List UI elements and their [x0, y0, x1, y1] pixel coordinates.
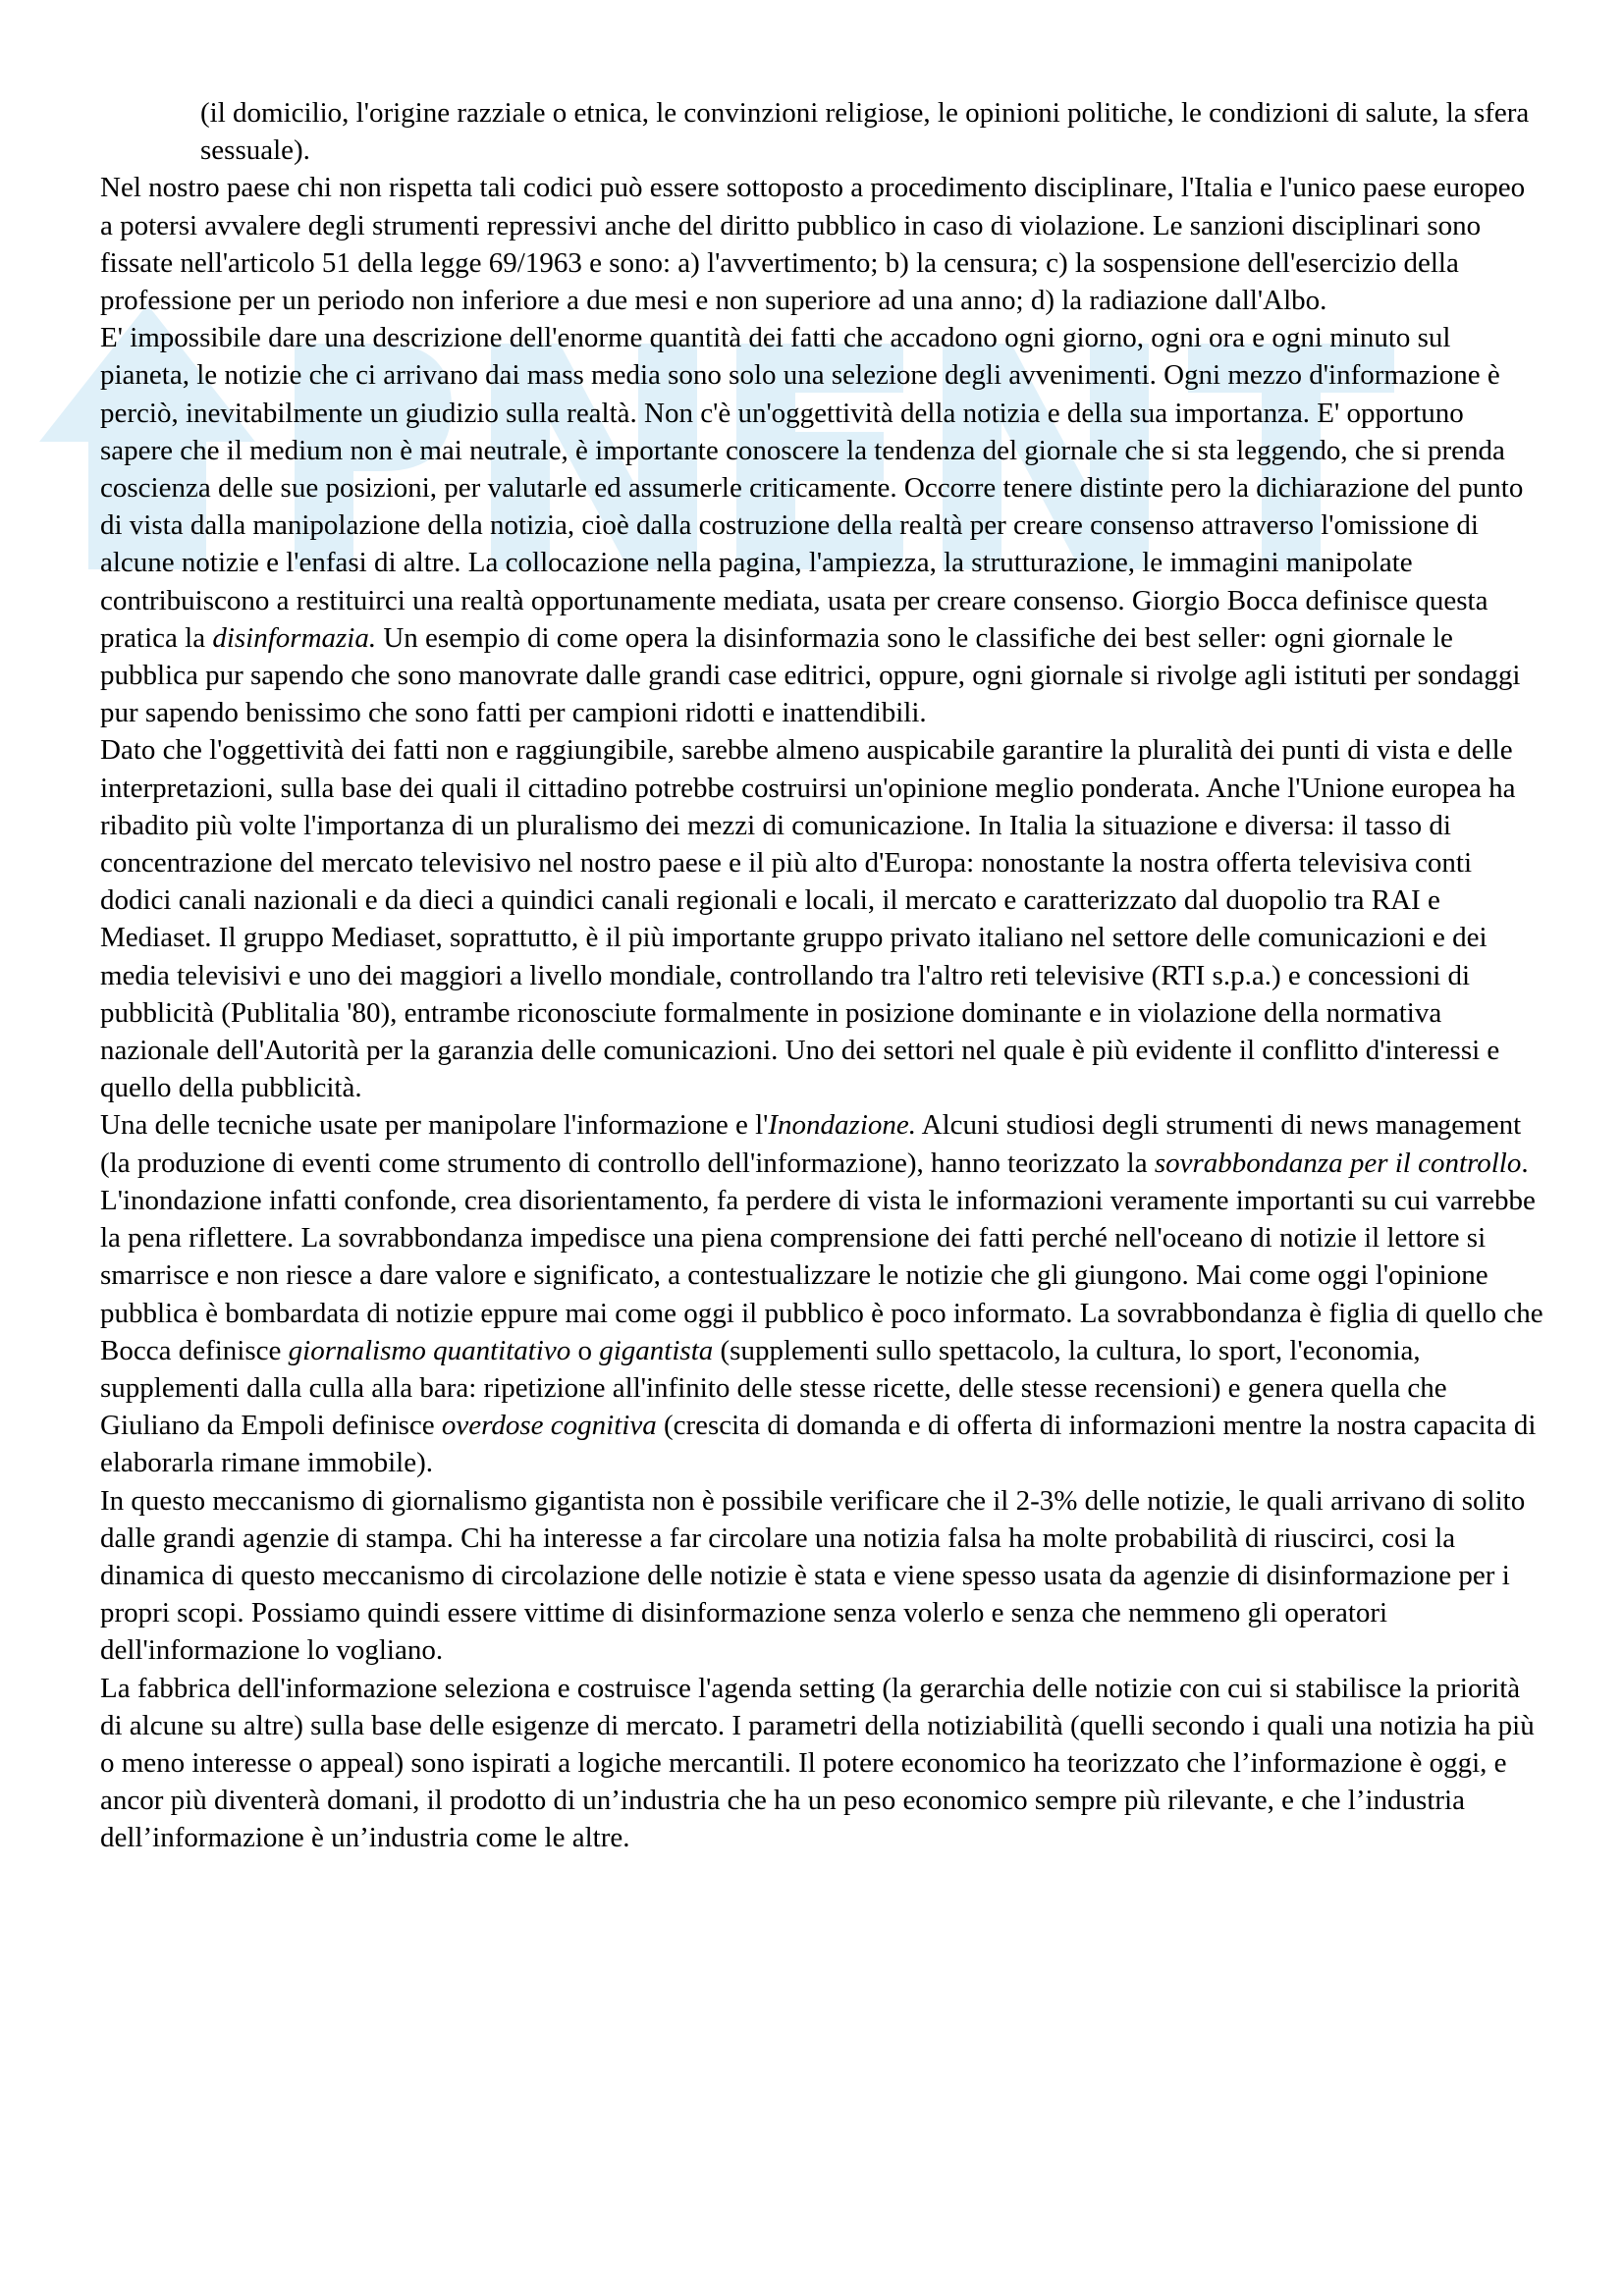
text-run: Un esempio di come opera la disinformazia sono le classifiche dei best seller: ogni giornale le pubblica pur sapendo che sono manovrate dalle grandi case editrici, oppure, ogni giornale si rivolge agli istituti per sondaggi pur sapendo benissimo che sono fatti per campioni ridotti e inattendibili. — [100, 621, 1521, 729]
italic-term: disinformazia. — [212, 621, 377, 654]
text-run: Nel nostro paese chi non rispetta tali codici può essere sottoposto a procedimento disciplinare, l'Italia e l'unico paese europeo a potersi avvalere degli strumenti repressivi anche del diritto pubblico in caso di violazione. Le sanzioni disciplinari sono fissate nell'articolo 51 della legge 69/1963 e sono: a) l'avvertimento; b) la censura; c) la sospensione dell'esercizio della professione per un periodo non inferiore a due mesi e non superiore ad una anno; d) la radiazione dall'Albo. — [100, 172, 1526, 317]
paragraph-p5 — [100, 1482, 1543, 1670]
text-run: E' impossibile dare una descrizione dell'enorme quantità dei fatti che accadono ogni giorno, ogni ora e ogni minuto sul pianeta, le notizie che ci arrivano dai mass media sono solo una selezione degli avvenimenti. Ogni mezzo d'informazione è perciò, inevitabilmente un giudizio sulla realtà. Non c'è un'oggettività della notizia e della sua importanza. E' opportuno sapere che il medium non è mai neutrale, è importante conoscere la tendenza del giornale che si sta leggendo, che si prenda coscienza delle sue posizioni, per valutarle ed assumerle criticamente. Occorre tenere distinte pero la dichiarazione del punto di vista dalla manipolazione della notizia, cioè dalla costruzione della realtà per creare consenso attraverso l'omissione di alcune notizie e l'enfasi di altre. La collocazione nella pagina, l'ampiezza, la strutturazione, le immagini manipolate contribuiscono a restituirci una realtà opportunamente mediata, usata per creare consenso. Giorgio Bocca definisce questa pratica la — [100, 322, 1524, 654]
document-body — [100, 94, 1543, 1857]
paragraph-p1 — [100, 169, 1543, 319]
text-run: Dato che l'oggettività dei fatti non e raggiungibile, sarebbe almeno auspicabile garantire la pluralità dei punti di vista e delle interpretazioni, sulla base dei quali il cittadino potrebbe costruirsi un'opinione meglio ponderata. Anche l'Unione europea ha ribadito più volte l'importanza di un pluralismo dei mezzi di comunicazione. In Italia la situazione e diversa: il tasso di concentrazione del mercato televisivo nel nostro paese e il più alto d'Europa: nonostante la nostra offerta televisiva conti dodici canali nazionali e da dieci a quindici canali regionali e locali, il mercato e caratterizzato dal duopolio tra RAI e Mediaset. Il gruppo Mediaset, soprattutto, è il più importante gruppo privato italiano nel settore delle comunicazioni e dei media televisivi e uno dei maggiori a livello mondiale, controllando tra l'altro reti televisive (RTI s.p.a.) e concessioni di pubblicità (Publitalia '80), entrambe riconosciute formalmente in posizione dominante e in violazione della normativa nazionale dell'Autorità per la garanzia delle comunicazioni. Uno dei settori nel quale è più evidente il conflitto d'interessi e quello della pubblicità. — [100, 734, 1516, 1104]
italic-term: gigantista — [599, 1334, 714, 1366]
text-run: Alcuni studiosi degli strumenti di news management (la produzione di eventi come strumento di controllo dell'informazione), hanno teorizzato la — [100, 1109, 1522, 1179]
text-run: o — [570, 1334, 600, 1366]
text-run: In questo meccanismo di giornalismo gigantista non è possibile verificare che il 2-3% delle notizie, le quali arrivano di solito dalle grandi agenzie di stampa. Chi ha interesse a far circolare una notizia falsa ha molte probabilità di riuscirci, cosi la dinamica di questo meccanismo di circolazione delle notizie è stata e viene spesso usata da agenzie di disinformazione per i propri scopi. Possiamo quindi essere vittime di disinformazione senza volerlo e senza che nemmeno gli operatori dell'informazione lo vogliano. — [100, 1484, 1526, 1667]
text-run: . L'inondazione infatti confonde, crea disorientamento, fa perdere di vista le informazioni veramente importanti su cui varrebbe la pena riflettere. La sovrabbondanza impedisce una piena comprensione dei fatti perché nell'oceano di notizie il lettore si smarrisce e non riesce a dare valore e significato, a contestualizzare le notizie che gli giungono. Mai come oggi l'opinione pubblica è bombardata di notizie eppure mai come oggi il pubblico è poco informato. La sovrabbondanza è figlia di quello che Bocca definisce — [100, 1147, 1543, 1366]
text-run: Una delle tecniche usate per manipolare l'informazione e l' — [100, 1109, 769, 1142]
paragraph-p0 — [100, 94, 1543, 169]
paragraph-p6 — [100, 1670, 1543, 1857]
text-run: (crescita di domanda e di offerta di informazioni mentre la nostra capacita di elaborarla rimane immobile). — [100, 1410, 1537, 1479]
paragraph-p2 — [100, 319, 1543, 731]
paragraph-p3 — [100, 731, 1543, 1106]
paragraph-p4 — [100, 1106, 1543, 1481]
italic-term: overdose cognitiva — [441, 1410, 657, 1442]
text-run: La fabbrica dell'informazione seleziona e costruisce l'agenda setting (la gerarchia delle notizie con cui si stabilisce la priorità di alcune su altre) sulla base delle esigenze di mercato. I parametri della notiziabilità (quelli secondo i quali una notizia ha più o meno interesse o appeal) sono ispirati a logiche mercantili. Il potere economico ha teorizzato che l’informazione è oggi, e ancor più diventerà domani, il prodotto di un’industria che ha un peso economico sempre più rilevante, e che l’industria dell’informazione è un’industria come le altre. — [100, 1672, 1535, 1854]
italic-term: Inondazione. — [768, 1109, 916, 1142]
text-run: (supplementi sullo spettacolo, la cultura, lo sport, l'economia, supplementi dalla culla alla bara: ripetizione all'infinito delle stesse ricette, delle stesse recensioni) e genera quella che Giuliano da Empoli definisce — [100, 1334, 1447, 1442]
text-run: (il domicilio, l'origine razziale o etnica, le convinzioni religiose, le opinioni politiche, le condizioni di salute, la sfera sessuale). — [200, 97, 1530, 167]
italic-term: sovrabbondanza per il controllo — [1154, 1147, 1522, 1179]
italic-term: giornalismo quantitativo — [288, 1334, 571, 1366]
